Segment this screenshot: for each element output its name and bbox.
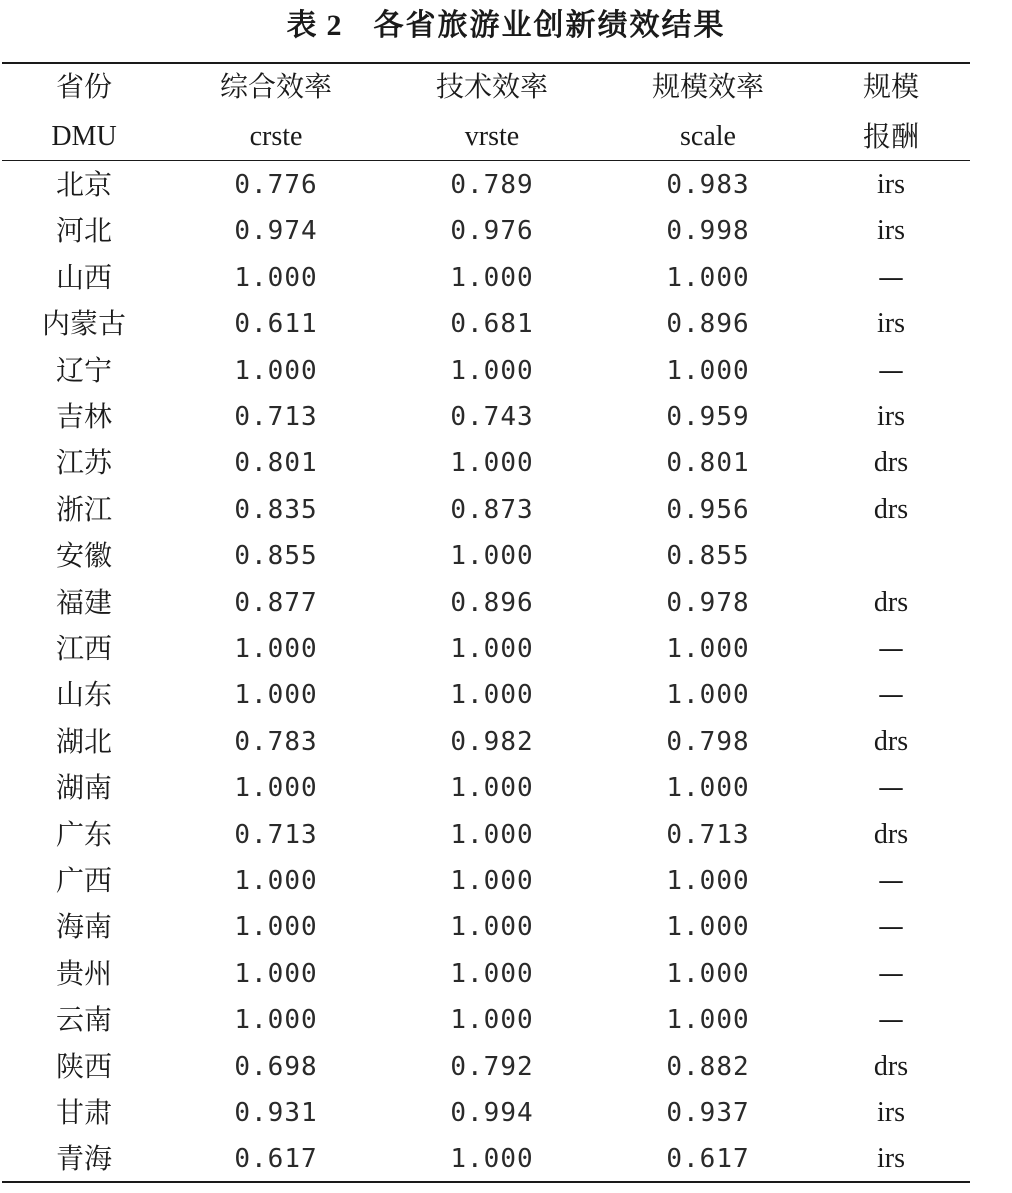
returns-cell: — — [878, 356, 904, 386]
province-cell: 北京 — [55, 168, 112, 201]
province-cell: 陕西 — [55, 1050, 112, 1083]
crste-cell: 0.835 — [234, 495, 318, 525]
vrste-cell: 1.000 — [450, 680, 534, 710]
header-crste: crste — [249, 121, 303, 152]
scale-cell: 1.000 — [666, 680, 750, 710]
vrste-cell: 0.681 — [450, 309, 534, 339]
province-cell: 浙江 — [55, 493, 112, 526]
crste-cell: 0.617 — [234, 1144, 318, 1174]
vrste-cell: 1.000 — [450, 959, 534, 989]
header-province: 省份 — [55, 70, 112, 103]
scale-cell: 1.000 — [666, 866, 750, 896]
header-dmu: DMU — [51, 121, 117, 152]
returns-cell: — — [878, 263, 904, 293]
crste-cell: 1.000 — [234, 866, 318, 896]
table-label: 表 — [286, 8, 319, 43]
scale-cell: 1.000 — [666, 634, 750, 664]
province-cell: 辽宁 — [55, 354, 112, 387]
crste-cell: 0.611 — [234, 309, 318, 339]
crste-cell: 0.713 — [234, 820, 318, 850]
province-cell: 贵州 — [55, 957, 112, 990]
table-caption: 各省旅游业创新绩效结果 — [373, 8, 726, 43]
vrste-cell: 1.000 — [450, 1005, 534, 1035]
vrste-cell: 1.000 — [450, 448, 534, 478]
returns-cell: drs — [873, 587, 909, 618]
header-returns: 报酬 — [862, 120, 919, 153]
crste-cell: 1.000 — [234, 263, 318, 293]
vrste-cell: 0.976 — [450, 216, 534, 246]
province-cell: 湖北 — [55, 725, 112, 758]
header-returns-to-scale: 规模 — [862, 70, 919, 103]
header-vrste: vrste — [464, 121, 520, 152]
scale-cell: 0.713 — [666, 820, 750, 850]
header-overall-efficiency: 综合效率 — [219, 70, 332, 103]
crste-cell: 0.713 — [234, 402, 318, 432]
vrste-cell: 0.982 — [450, 727, 534, 757]
scale-cell: 1.000 — [666, 773, 750, 803]
vrste-cell: 1.000 — [450, 773, 534, 803]
returns-cell: irs — [877, 1097, 905, 1128]
returns-cell: — — [878, 680, 904, 710]
vrste-cell: 0.994 — [450, 1098, 534, 1128]
scale-cell: 1.000 — [666, 356, 750, 386]
scale-cell: 0.798 — [666, 727, 750, 757]
header-scale: scale — [680, 121, 736, 152]
scale-cell: 1.000 — [666, 912, 750, 942]
crste-cell: 0.931 — [234, 1098, 318, 1128]
province-cell: 江苏 — [55, 446, 112, 479]
scale-cell: 1.000 — [666, 263, 750, 293]
top-rule — [2, 62, 970, 64]
returns-cell: drs — [873, 1051, 909, 1082]
returns-cell: irs — [877, 401, 905, 432]
header-technical-efficiency: 技术效率 — [435, 70, 548, 103]
header-rule — [2, 160, 970, 161]
vrste-cell: 0.792 — [450, 1052, 534, 1082]
province-cell: 江西 — [55, 632, 112, 665]
vrste-cell: 1.000 — [450, 1144, 534, 1174]
province-cell: 青海 — [55, 1142, 112, 1175]
vrste-cell: 1.000 — [450, 541, 534, 571]
crste-cell: 0.783 — [234, 727, 318, 757]
vrste-cell: 0.873 — [450, 495, 534, 525]
crste-cell: 1.000 — [234, 634, 318, 664]
returns-cell: irs — [877, 169, 905, 200]
scale-cell: 0.956 — [666, 495, 750, 525]
table-number: 2 — [326, 9, 344, 42]
province-cell: 广东 — [55, 818, 112, 851]
scale-cell: 0.998 — [666, 216, 750, 246]
scale-cell: 1.000 — [666, 1005, 750, 1035]
returns-cell: irs — [877, 308, 905, 339]
vrste-cell: 1.000 — [450, 820, 534, 850]
vrste-cell: 0.743 — [450, 402, 534, 432]
returns-cell: — — [878, 912, 904, 942]
vrste-cell: 1.000 — [450, 263, 534, 293]
province-cell: 福建 — [55, 586, 112, 619]
scale-cell: 0.983 — [666, 170, 750, 200]
scale-cell: 1.000 — [666, 959, 750, 989]
scale-cell: 0.896 — [666, 309, 750, 339]
crste-cell: 1.000 — [234, 959, 318, 989]
province-cell: 吉林 — [55, 400, 112, 433]
returns-cell: irs — [877, 215, 905, 246]
returns-cell: drs — [873, 447, 909, 478]
scale-cell: 0.855 — [666, 541, 750, 571]
bottom-rule — [2, 1181, 970, 1183]
scale-cell: 0.801 — [666, 448, 750, 478]
vrste-cell: 1.000 — [450, 634, 534, 664]
crste-cell: 1.000 — [234, 356, 318, 386]
vrste-cell: 0.789 — [450, 170, 534, 200]
province-cell: 广西 — [55, 864, 112, 897]
returns-cell: — — [878, 1005, 904, 1035]
crste-cell: 0.974 — [234, 216, 318, 246]
scale-cell: 0.978 — [666, 588, 750, 618]
vrste-cell: 1.000 — [450, 866, 534, 896]
vrste-cell: 0.896 — [450, 588, 534, 618]
table-title — [0, 8, 1012, 44]
returns-cell: drs — [873, 494, 909, 525]
province-cell: 山西 — [55, 261, 112, 294]
returns-cell: irs — [877, 1143, 905, 1174]
vrste-cell: 1.000 — [450, 356, 534, 386]
returns-cell: — — [878, 634, 904, 664]
header-scale-efficiency: 规模效率 — [651, 70, 764, 103]
crste-cell: 1.000 — [234, 680, 318, 710]
returns-cell: — — [878, 773, 904, 803]
vrste-cell: 1.000 — [450, 912, 534, 942]
crste-cell: 1.000 — [234, 773, 318, 803]
province-cell: 内蒙古 — [41, 307, 126, 340]
returns-cell: drs — [873, 819, 909, 850]
province-cell: 安徽 — [55, 539, 112, 572]
crste-cell: 0.776 — [234, 170, 318, 200]
crste-cell: 0.877 — [234, 588, 318, 618]
crste-cell: 1.000 — [234, 912, 318, 942]
province-cell: 甘肃 — [55, 1096, 112, 1129]
scale-cell: 0.617 — [666, 1144, 750, 1174]
province-cell: 云南 — [55, 1003, 112, 1036]
scale-cell: 0.937 — [666, 1098, 750, 1128]
province-cell: 海南 — [55, 910, 112, 943]
returns-cell: — — [878, 959, 904, 989]
crste-cell: 1.000 — [234, 1005, 318, 1035]
province-cell: 山东 — [55, 678, 112, 711]
crste-cell: 0.801 — [234, 448, 318, 478]
crste-cell: 0.698 — [234, 1052, 318, 1082]
scale-cell: 0.959 — [666, 402, 750, 432]
returns-cell: — — [878, 866, 904, 896]
province-cell: 河北 — [55, 214, 112, 247]
returns-cell: drs — [873, 726, 909, 757]
crste-cell: 0.855 — [234, 541, 318, 571]
province-cell: 湖南 — [55, 771, 112, 804]
scale-cell: 0.882 — [666, 1052, 750, 1082]
